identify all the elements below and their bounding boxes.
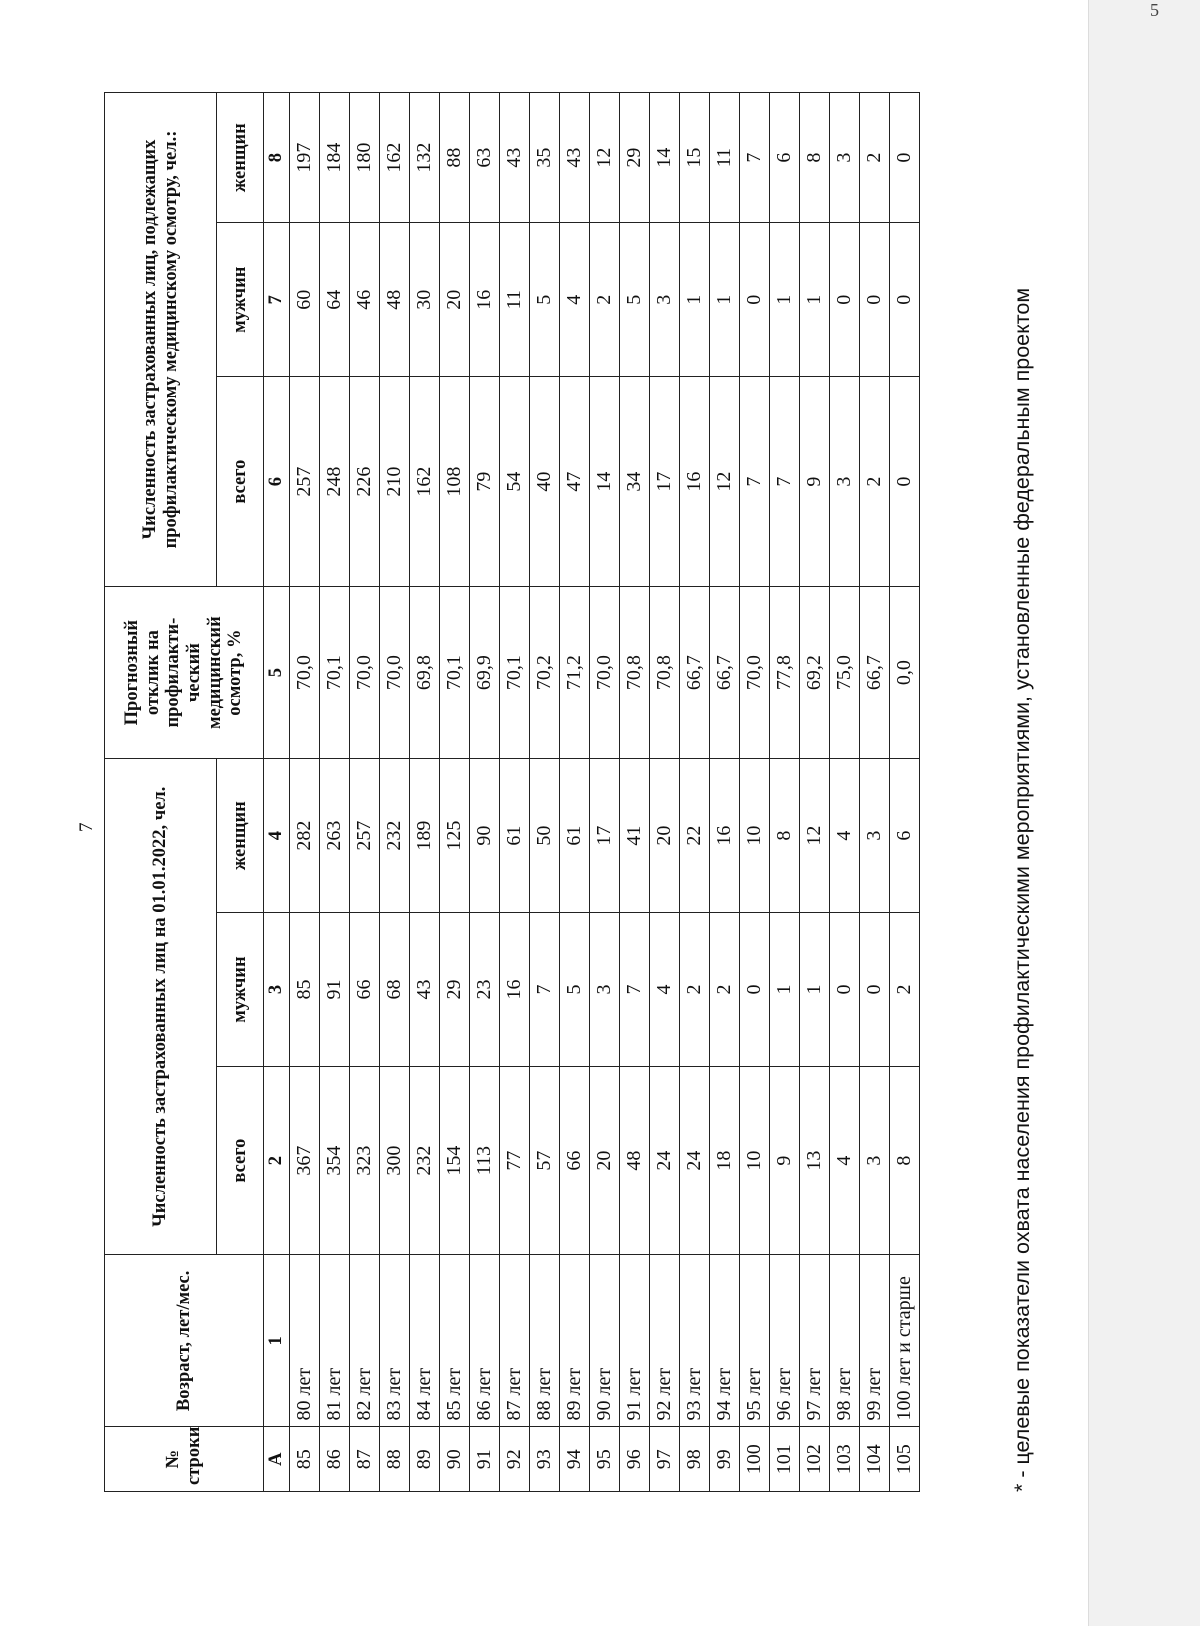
- insured-total-cell: 18: [710, 1066, 740, 1254]
- insured-men-cell: 0: [860, 913, 890, 1067]
- subject-women-cell: 29: [620, 93, 650, 223]
- subject-women-cell: 43: [500, 93, 530, 223]
- subject-women-cell: 180: [350, 93, 380, 223]
- row-number-cell: 86: [320, 1427, 350, 1492]
- subject-total-cell: 79: [470, 377, 500, 587]
- insured-total-cell: 9: [770, 1066, 800, 1254]
- insured-women-cell: 4: [830, 759, 860, 913]
- subject-men-cell: 1: [680, 223, 710, 377]
- subject-women-cell: 197: [290, 93, 320, 223]
- row-number-cell: 94: [560, 1427, 590, 1492]
- age-cell: 80 лет: [290, 1255, 320, 1427]
- table-row: [770, 93, 800, 1492]
- insured-women-cell: 8: [770, 759, 800, 913]
- page-number: 7: [76, 822, 97, 832]
- age-cell: 86 лет: [470, 1255, 500, 1427]
- insured-women-cell: 189: [410, 759, 440, 913]
- table-row: [320, 93, 350, 1492]
- subject-total-cell: 162: [410, 377, 440, 587]
- table-row: [590, 93, 620, 1492]
- column-index: А: [264, 1427, 290, 1492]
- response-percent-cell: 70,1: [440, 587, 470, 759]
- subject-men-cell: 11: [500, 223, 530, 377]
- insured-men-cell: 66: [350, 913, 380, 1067]
- age-cell: 94 лет: [710, 1255, 740, 1427]
- age-cell: 81 лет: [320, 1255, 350, 1427]
- subject-total-cell: 210: [380, 377, 410, 587]
- header-insured-total: всего: [217, 1066, 264, 1254]
- insured-total-cell: 10: [740, 1066, 770, 1254]
- response-percent-cell: 71,2: [560, 587, 590, 759]
- insured-women-cell: 6: [890, 759, 920, 913]
- table-row: [650, 93, 680, 1492]
- insured-men-cell: 4: [650, 913, 680, 1067]
- age-cell: 97 лет: [800, 1255, 830, 1427]
- subject-men-cell: 1: [770, 223, 800, 377]
- insured-total-cell: 24: [650, 1066, 680, 1254]
- row-number-cell: 101: [770, 1427, 800, 1492]
- insured-total-cell: 113: [470, 1066, 500, 1254]
- row-number-cell: 87: [350, 1427, 380, 1492]
- subject-total-cell: 34: [620, 377, 650, 587]
- header-insured-group: Численность застрахованных лиц на 01.01.2022, чел.: [105, 759, 217, 1255]
- subject-women-cell: 7: [740, 93, 770, 223]
- row-number-cell: 85: [290, 1427, 320, 1492]
- column-index-row: [264, 93, 290, 1492]
- age-cell: 93 лет: [680, 1255, 710, 1427]
- row-number-cell: 103: [830, 1427, 860, 1492]
- insured-total-cell: 57: [530, 1066, 560, 1254]
- insured-women-cell: 3: [860, 759, 890, 913]
- subject-women-cell: 43: [560, 93, 590, 223]
- subject-men-cell: 30: [410, 223, 440, 377]
- subject-total-cell: 7: [740, 377, 770, 587]
- subject-total-cell: 0: [890, 377, 920, 587]
- table-row: [350, 93, 380, 1492]
- row-number-cell: 98: [680, 1427, 710, 1492]
- age-cell: 85 лет: [440, 1255, 470, 1427]
- subject-women-cell: 162: [380, 93, 410, 223]
- header-row-number: № строки: [105, 1427, 264, 1492]
- insured-total-cell: 367: [290, 1066, 320, 1254]
- header-insured-men: мужчин: [217, 913, 264, 1067]
- subject-men-cell: 0: [860, 223, 890, 377]
- column-index: 7: [264, 223, 290, 377]
- subject-women-cell: 3: [830, 93, 860, 223]
- age-cell: 98 лет: [830, 1255, 860, 1427]
- response-percent-cell: 69,9: [470, 587, 500, 759]
- age-cell: 100 лет и старше: [890, 1255, 920, 1427]
- insured-men-cell: 1: [800, 913, 830, 1067]
- row-number-cell: 92: [500, 1427, 530, 1492]
- age-cell: 96 лет: [770, 1255, 800, 1427]
- response-percent-cell: 66,7: [710, 587, 740, 759]
- insured-total-cell: 8: [890, 1066, 920, 1254]
- subject-men-cell: 5: [530, 223, 560, 377]
- table-row: [290, 93, 320, 1492]
- subject-women-cell: 132: [410, 93, 440, 223]
- age-cell: 84 лет: [410, 1255, 440, 1427]
- insured-women-cell: 12: [800, 759, 830, 913]
- subject-total-cell: 248: [320, 377, 350, 587]
- age-cell: 82 лет: [350, 1255, 380, 1427]
- subject-men-cell: 60: [290, 223, 320, 377]
- subject-men-cell: 64: [320, 223, 350, 377]
- table-row: [560, 93, 590, 1492]
- age-cell: 88 лет: [530, 1255, 560, 1427]
- insured-women-cell: 90: [470, 759, 500, 913]
- insured-men-cell: 5: [560, 913, 590, 1067]
- subject-women-cell: 12: [590, 93, 620, 223]
- insured-men-cell: 3: [590, 913, 620, 1067]
- corner-mark: 5: [1150, 0, 1159, 20]
- row-number-cell: 104: [860, 1427, 890, 1492]
- age-cell: 95 лет: [740, 1255, 770, 1427]
- row-number-cell: 100: [740, 1427, 770, 1492]
- insured-men-cell: 43: [410, 913, 440, 1067]
- subject-women-cell: 11: [710, 93, 740, 223]
- insured-total-cell: 232: [410, 1066, 440, 1254]
- table-row: [620, 93, 650, 1492]
- insured-men-cell: 68: [380, 913, 410, 1067]
- row-number-cell: 95: [590, 1427, 620, 1492]
- insured-total-cell: 48: [620, 1066, 650, 1254]
- subject-men-cell: 1: [710, 223, 740, 377]
- row-number-cell: 89: [410, 1427, 440, 1492]
- insured-men-cell: 85: [290, 913, 320, 1067]
- insured-women-cell: 10: [740, 759, 770, 913]
- insured-women-cell: 41: [620, 759, 650, 913]
- table-row: [470, 93, 500, 1492]
- insured-total-cell: 323: [350, 1066, 380, 1254]
- subject-total-cell: 16: [680, 377, 710, 587]
- insured-women-cell: 61: [500, 759, 530, 913]
- subject-total-cell: 9: [800, 377, 830, 587]
- insured-men-cell: 1: [770, 913, 800, 1067]
- insured-men-cell: 23: [470, 913, 500, 1067]
- response-percent-cell: 75,0: [830, 587, 860, 759]
- insured-men-cell: 2: [680, 913, 710, 1067]
- footnote: * - целевые показатели охвата населения профилактическими мероприятиями, установленные федеральным проектом: [1010, 287, 1034, 1492]
- subject-total-cell: 108: [440, 377, 470, 587]
- row-number-cell: 97: [650, 1427, 680, 1492]
- age-cell: 91 лет: [620, 1255, 650, 1427]
- table-row: [830, 93, 860, 1492]
- response-percent-cell: 70,2: [530, 587, 560, 759]
- table-row: [800, 93, 830, 1492]
- table-row: [740, 93, 770, 1492]
- header-subject-total: всего: [217, 377, 264, 587]
- header-response: Прогнозный отклик на профилакти-ческий медицинский осмотр, %: [105, 587, 264, 759]
- insured-men-cell: 7: [620, 913, 650, 1067]
- subject-total-cell: 7: [770, 377, 800, 587]
- age-cell: 92 лет: [650, 1255, 680, 1427]
- response-percent-cell: 70,8: [650, 587, 680, 759]
- age-cell: 83 лет: [380, 1255, 410, 1427]
- subject-women-cell: 2: [860, 93, 890, 223]
- insured-men-cell: 0: [740, 913, 770, 1067]
- row-number-cell: 93: [530, 1427, 560, 1492]
- insured-women-cell: 20: [650, 759, 680, 913]
- row-number-cell: 102: [800, 1427, 830, 1492]
- table-row: [440, 93, 470, 1492]
- subject-total-cell: 257: [290, 377, 320, 587]
- subject-total-cell: 17: [650, 377, 680, 587]
- header-age: Возраст, лет/мес.: [105, 1255, 264, 1427]
- table-row: [410, 93, 440, 1492]
- response-percent-cell: 0,0: [890, 587, 920, 759]
- subject-total-cell: 40: [530, 377, 560, 587]
- response-percent-cell: 70,8: [620, 587, 650, 759]
- subject-total-cell: 47: [560, 377, 590, 587]
- age-cell: 89 лет: [560, 1255, 590, 1427]
- age-cell: 99 лет: [860, 1255, 890, 1427]
- insured-total-cell: 354: [320, 1066, 350, 1254]
- header-insured-women: женщин: [217, 759, 264, 913]
- table-row: [530, 93, 560, 1492]
- row-number-cell: 96: [620, 1427, 650, 1492]
- subject-men-cell: 3: [650, 223, 680, 377]
- subject-women-cell: 6: [770, 93, 800, 223]
- insured-men-cell: 2: [710, 913, 740, 1067]
- page-margin-strip: [1088, 0, 1200, 1626]
- response-percent-cell: 70,1: [320, 587, 350, 759]
- table-row: [500, 93, 530, 1492]
- subject-women-cell: 8: [800, 93, 830, 223]
- column-index: 5: [264, 587, 290, 759]
- subject-men-cell: 0: [890, 223, 920, 377]
- subject-women-cell: 35: [530, 93, 560, 223]
- response-percent-cell: 70,1: [500, 587, 530, 759]
- subject-women-cell: 14: [650, 93, 680, 223]
- subject-men-cell: 1: [800, 223, 830, 377]
- insured-women-cell: 282: [290, 759, 320, 913]
- table-row: [710, 93, 740, 1492]
- column-index: 8: [264, 93, 290, 223]
- subject-men-cell: 0: [830, 223, 860, 377]
- row-number-cell: 88: [380, 1427, 410, 1492]
- table-row: [380, 93, 410, 1492]
- subject-total-cell: 226: [350, 377, 380, 587]
- row-number-cell: 91: [470, 1427, 500, 1492]
- insured-men-cell: 7: [530, 913, 560, 1067]
- insured-men-cell: 2: [890, 913, 920, 1067]
- row-number-cell: 105: [890, 1427, 920, 1492]
- response-percent-cell: 70,0: [590, 587, 620, 759]
- subject-men-cell: 46: [350, 223, 380, 377]
- response-percent-cell: 69,8: [410, 587, 440, 759]
- header-subject-men: мужчин: [217, 223, 264, 377]
- subject-men-cell: 16: [470, 223, 500, 377]
- response-percent-cell: 69,2: [800, 587, 830, 759]
- subject-men-cell: 4: [560, 223, 590, 377]
- insured-persons-table: [104, 92, 920, 1492]
- subject-women-cell: 0: [890, 93, 920, 223]
- insured-women-cell: 17: [590, 759, 620, 913]
- table-row: [680, 93, 710, 1492]
- insured-women-cell: 125: [440, 759, 470, 913]
- subject-men-cell: 48: [380, 223, 410, 377]
- subject-women-cell: 184: [320, 93, 350, 223]
- row-number-cell: 90: [440, 1427, 470, 1492]
- response-percent-cell: 70,0: [740, 587, 770, 759]
- subject-men-cell: 0: [740, 223, 770, 377]
- table-row: [860, 93, 890, 1492]
- response-percent-cell: 70,0: [380, 587, 410, 759]
- insured-women-cell: 263: [320, 759, 350, 913]
- insured-women-cell: 50: [530, 759, 560, 913]
- subject-women-cell: 15: [680, 93, 710, 223]
- insured-men-cell: 91: [320, 913, 350, 1067]
- subject-women-cell: 63: [470, 93, 500, 223]
- subject-total-cell: 3: [830, 377, 860, 587]
- subject-men-cell: 2: [590, 223, 620, 377]
- response-percent-cell: 70,0: [290, 587, 320, 759]
- column-index: 6: [264, 377, 290, 587]
- table-row: [890, 93, 920, 1492]
- header-subject-women: женщин: [217, 93, 264, 223]
- insured-women-cell: 61: [560, 759, 590, 913]
- insured-women-cell: 22: [680, 759, 710, 913]
- header-subject-group: Численность застрахованных лиц, подлежащих профилактическому медицинскому осмотру, чел.:: [105, 93, 217, 587]
- insured-total-cell: 77: [500, 1066, 530, 1254]
- insured-men-cell: 29: [440, 913, 470, 1067]
- insured-total-cell: 154: [440, 1066, 470, 1254]
- response-percent-cell: 66,7: [680, 587, 710, 759]
- age-cell: 87 лет: [500, 1255, 530, 1427]
- insured-men-cell: 16: [500, 913, 530, 1067]
- column-index: 3: [264, 913, 290, 1067]
- insured-women-cell: 16: [710, 759, 740, 913]
- insured-total-cell: 300: [380, 1066, 410, 1254]
- column-index: 1: [264, 1255, 290, 1427]
- response-percent-cell: 66,7: [860, 587, 890, 759]
- insured-men-cell: 0: [830, 913, 860, 1067]
- insured-women-cell: 232: [380, 759, 410, 913]
- table-body: [290, 93, 920, 1492]
- subject-women-cell: 88: [440, 93, 470, 223]
- insured-total-cell: 13: [800, 1066, 830, 1254]
- column-index: 2: [264, 1066, 290, 1254]
- insured-total-cell: 3: [860, 1066, 890, 1254]
- insured-total-cell: 4: [830, 1066, 860, 1254]
- column-index: 4: [264, 759, 290, 913]
- response-percent-cell: 77,8: [770, 587, 800, 759]
- subject-total-cell: 12: [710, 377, 740, 587]
- row-number-cell: 99: [710, 1427, 740, 1492]
- insured-total-cell: 66: [560, 1066, 590, 1254]
- subject-men-cell: 20: [440, 223, 470, 377]
- subject-men-cell: 5: [620, 223, 650, 377]
- insured-total-cell: 24: [680, 1066, 710, 1254]
- subject-total-cell: 54: [500, 377, 530, 587]
- response-percent-cell: 70,0: [350, 587, 380, 759]
- subject-total-cell: 2: [860, 377, 890, 587]
- insured-women-cell: 257: [350, 759, 380, 913]
- subject-total-cell: 14: [590, 377, 620, 587]
- age-cell: 90 лет: [590, 1255, 620, 1427]
- insured-total-cell: 20: [590, 1066, 620, 1254]
